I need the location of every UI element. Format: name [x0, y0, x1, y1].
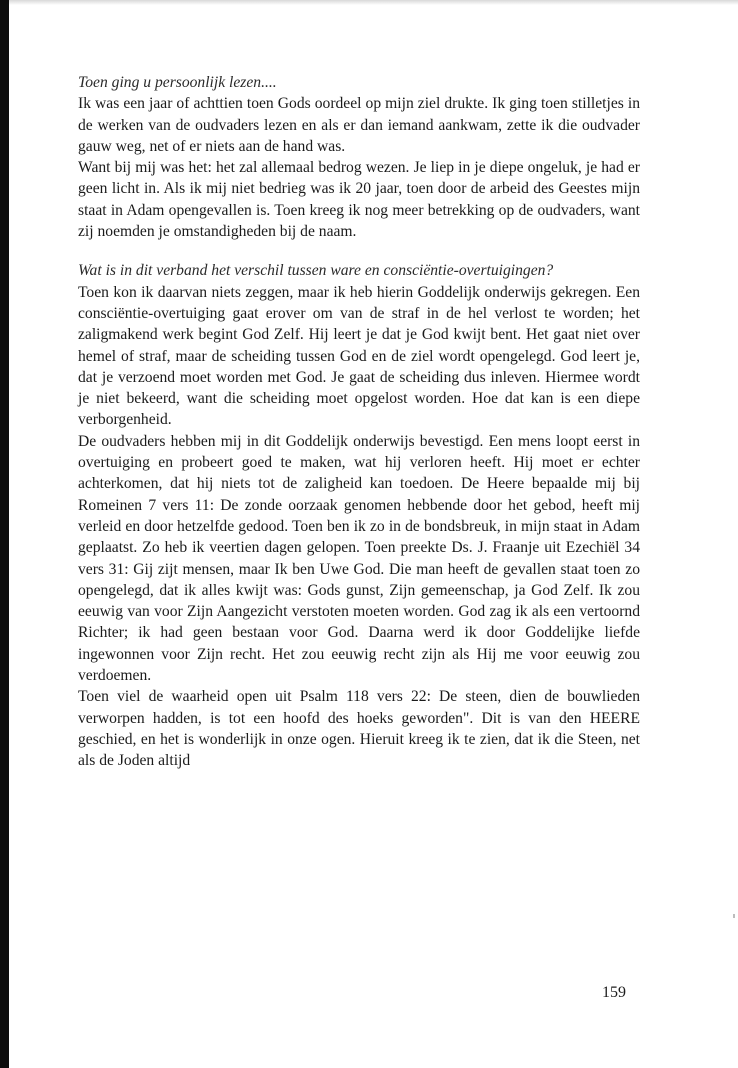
section-gap [78, 242, 640, 260]
paragraph: Ik was een jaar of achttien toen Gods oordeel op mijn ziel drukte. Ik ging toen stilletjes in de werken van de oudvaders lezen en als er dan iemand aankwam, zette ik die oudvader gauw weg, net of er niets aan de hand was. [78, 95, 640, 155]
paragraph: Want bij mij was het: het zal allemaal bedrog wezen. Je liep in je diepe ongeluk, je had er geen licht in. Als ik mij niet bedrieg was ik 20 jaar, toen door de arbeid des Geestes mijn staat in Adam opengevallen is. Toen kreeg ik nog meer betrekking op de oudvaders, want zij noemden je omstandigheden bij de naam. [78, 159, 640, 241]
question-heading: Toen ging u persoonlijk lezen.... [78, 74, 277, 91]
scan-binding-edge [0, 0, 9, 1068]
page-top-edge [0, 0, 738, 5]
paragraph: Toen viel de waarheid open uit Psalm 118 vers 22: De steen, dien de bouwlieden verworpen hadden, is tot een hoofd des hoeks geworden". Dit is van den HEERE geschied, en het is wonderlijk in onze ogen. Hieruit kreeg ik te zien, dat ik die Steen, net als de Joden altijd [78, 688, 640, 770]
page-number: 159 [602, 984, 626, 1001]
paragraph: Toen kon ik daarvan niets zeggen, maar ik heb hierin Goddelijk onderwijs gekregen. Een consciëntie-overtuiging gaat erover om van de straf in de hel verlost te worden; het zaligmakend werk begint God Zelf. Hij leert je dat je God kwijt bent. Het gaat niet over hemel of straf, maar de scheiding tussen God en de ziel wordt opengelegd. God leert je, dat je verzoend moet worden met God. Je gaat de scheiding dus inleven. Hiermee wordt je niet bekeerd, want die scheiding moet opgelost worden. Hoe dat kan is een diepe verborgenheid. [78, 283, 640, 429]
scan-speck [733, 914, 735, 918]
paragraph: De oudvaders hebben mij in dit Goddelijk onderwijs bevestigd. Een mens loopt eerst in overtuiging en probeert goed te maken, wat hij verloren heeft. Hij moet er echter achterkomen, dat hij niets tot de zaligheid kan toedoen. De Heere bepaalde mij bij Romeinen 7 vers 11: De zonde oorzaak genomen hebbende door het gebod, heeft mij verleid en door hetzelfde gedood. Toen ben ik zo in de bondsbreuk, in mijn staat in Adam geplaatst. Zo heb ik veertien dagen gelopen. Toen preekte Ds. J. Fraanje uit Ezechiël 34 vers 31: Gij zijt mensen, maar Ik ben Uwe God. Die man heeft de gevallen staat toen zo opengelegd, dat ik alles kwijt was: Gods gunst, Zijn gemeenschap, ja God Zelf. Ik zou eeuwig van voor Zijn Aangezicht verstoten moeten worden. God zag ik als een vertoornd Richter; ik had geen bestaan voor God. Daarna werd ik door Goddelijke liefde ingewonnen voor Zijn recht. Het zou eeuwig recht zijn als Hij me voor eeuwig zou verdoemen. [78, 432, 640, 685]
page-body [78, 72, 640, 772]
question-heading: Wat is in dit verband het verschil tussen ware en consciëntie-overtuigingen? [78, 262, 554, 280]
